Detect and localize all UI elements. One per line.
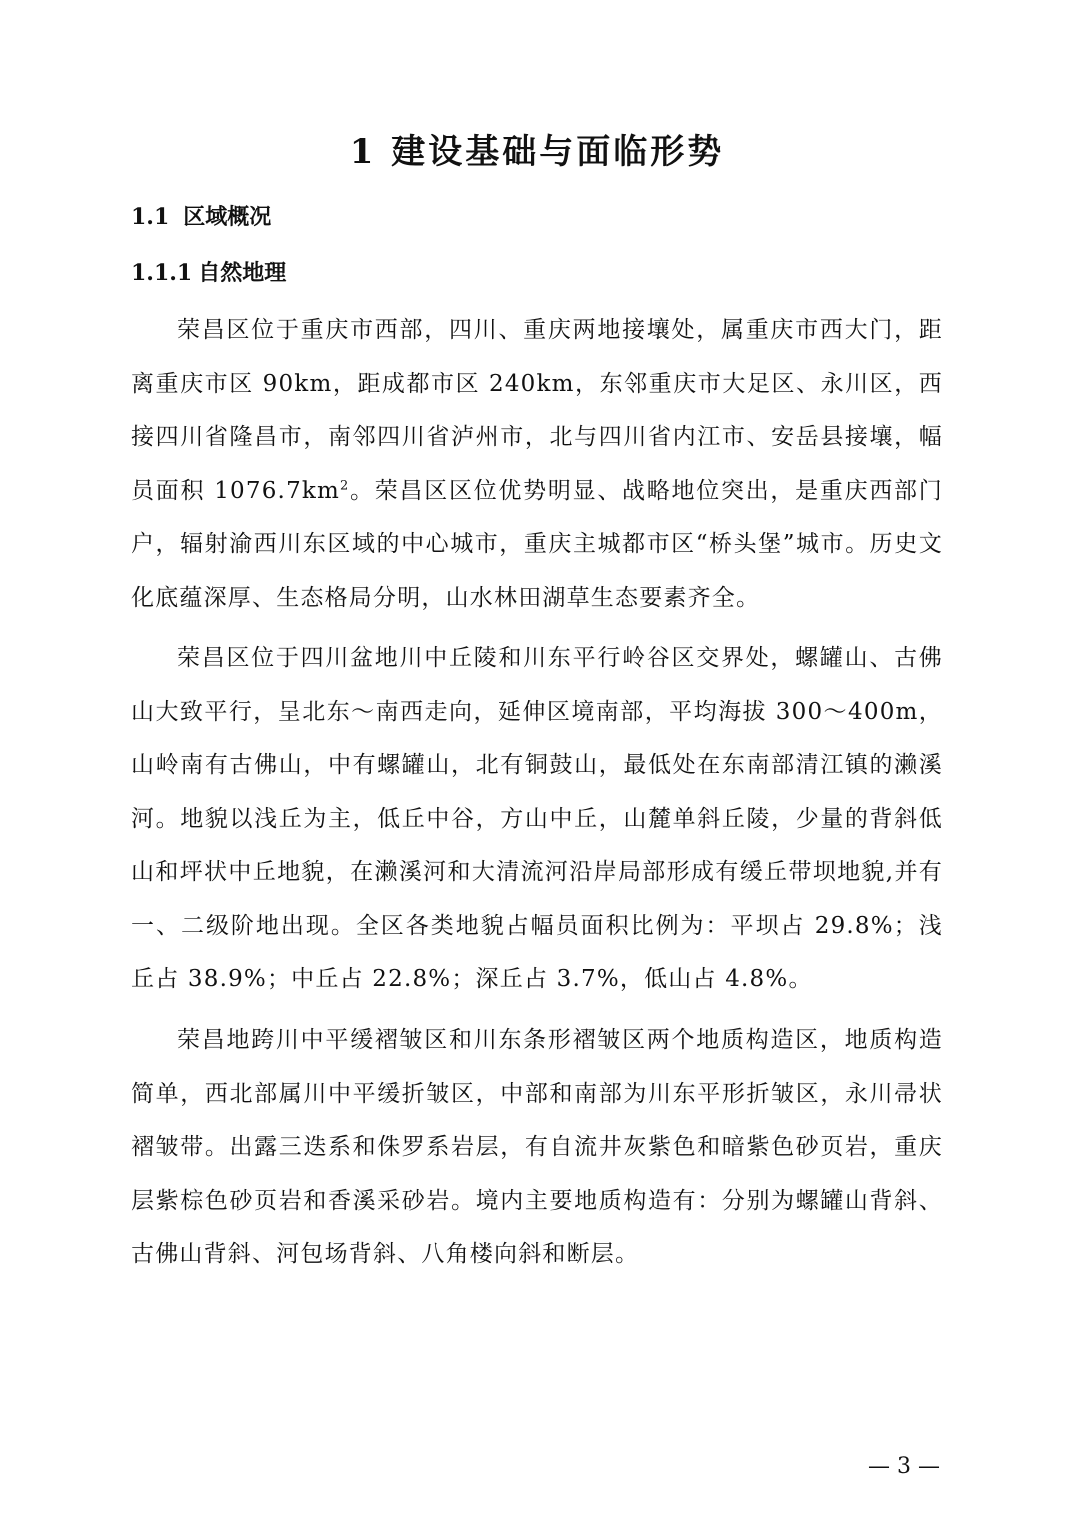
section-number: 1.1 <box>131 204 170 230</box>
section-title: 区域概况 <box>183 204 272 230</box>
superscript-two: 2 <box>340 477 350 493</box>
page-number: — 3 — <box>868 1454 940 1479</box>
chapter-title: 1 建设基础与面临形势 <box>349 132 725 172</box>
paragraph-geology: 荣昌地跨川中平缓褶皱区和川东条形褶皱区两个地质构造区，地质构造简单，西北部属川中平缓折皱区，中部和南部为川东平形折皱区，永川帚状褶皱带。出露三迭系和侏罗系岩层，有自流井灰紫色和暗紫色砂页岩，重庆层紫棕色砂页岩和香溪采砂岩。境内主要地质构造有：分别为螺罐山背斜、古佛山背斜、河包场背斜、八角楼向斜和断层。 <box>131 1027 943 1267</box>
subsection-heading <box>131 254 286 292</box>
paragraph-location <box>131 304 943 625</box>
paragraph-location-text-start: 荣昌区位于重庆市西部，四川、重庆两地接壤处，属重庆市西大门，距离重庆市区 90km，距成都市区 240km，东邻重庆市大足区、永川区，西接四川省隆昌市，南邻四川省泸州市，北与四川省内江市、安岳县接壤，幅员面积 1076.7km <box>131 317 943 504</box>
section-heading <box>131 198 271 236</box>
paragraph-location-text-end: 。荣昌区区位优势明显、战略地位突出，是重庆西部门户，辐射渝西川东区域的中心城市，重庆主城都市区“桥头堡”城市。历史文化底蕴深厚、生态格局分明，山水林田湖草生态要素齐全。 <box>131 477 943 611</box>
paragraph-topography: 荣昌区位于四川盆地川中丘陵和川东平行岭谷区交界处，螺罐山、古佛山大致平行，呈北东～南西走向，延伸区境南部，平均海拔 300～400m，山岭南有古佛山，中有螺罐山，北有铜鼓山，最低处在东南部清江镇的濑溪河。地貌以浅丘为主，低丘中谷，方山中丘，山麓单斜丘陵，少量的背斜低山和坪状中丘地貌，在濑溪河和大清流河沿岸局部形成有缓丘带坝地貌,并有一、二级阶地出现。全区各类地貌占幅员面积比例为：平坝占 29.8%；浅丘占 38.9%；中丘占 22.8%；深丘占 3.7%，低山占 4.8%。 <box>131 645 943 992</box>
subsection-title: 自然地理 <box>198 260 287 286</box>
subsection-number: 1.1.1 <box>131 260 193 286</box>
